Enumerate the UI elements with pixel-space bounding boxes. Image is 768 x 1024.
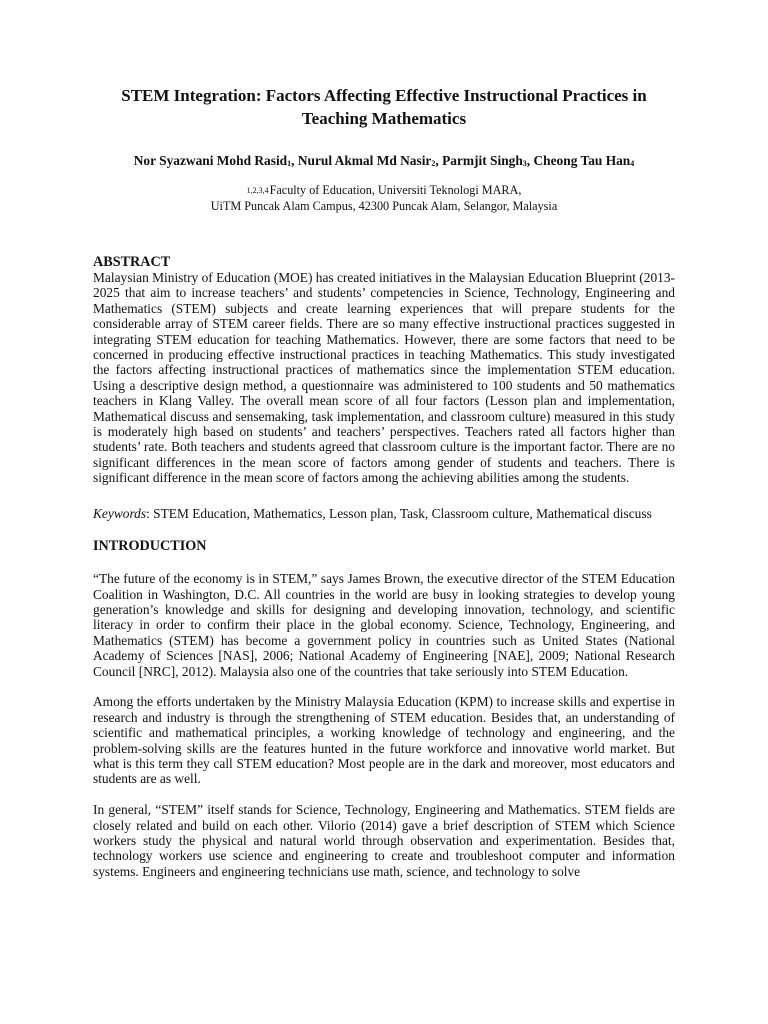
affiliation: [93, 183, 675, 214]
author-name: Cheong Tau Han: [533, 153, 631, 168]
affiliation-institution: Faculty of Education, Universiti Teknologi MARA,: [269, 183, 522, 197]
affiliation-line-2: UiTM Puncak Alam Campus, 42300 Puncak Alam, Selangor, Malaysia: [210, 198, 558, 213]
keywords-label: Keywords: [93, 505, 147, 521]
affiliation-marks: 1,2,3,4: [246, 186, 269, 195]
introduction-paragraph-3: In general, “STEM” itself stands for Science, Technology, Engineering and Mathematics. STEM fields are closely related and build on each other. Vilorio (2014) gave a brief description of STEM which Science workers study the physical and natural world through observation and experimentation. Besides that, technology workers use science and engineering to create and troubleshoot computer and information systems. Engineers and engineering technicians use math, science, and technology to solve: [93, 802, 675, 879]
introduction-paragraph-1: “The future of the economy is in STEM,” says James Brown, the executive director of the STEM Education Coalition in Washington, D.C. All countries in the world are busy in looking strategies to develop young generation’s knowledge and skills for designing and developing innovation, technology, and scientific literacy in order to confirm their place in the global economy. Science, Technology, Engineering, and Mathematics (STEM) has become a government policy in countries such as United States (National Academy of Sciences [NAS], 2006; National Academy of Engineering [NAE], 2009; National Research Council [NRC], 2012). Malaysia also one of the countries that take seriously into STEM Education.: [93, 571, 675, 679]
author-affiliation-mark: 3: [522, 159, 527, 168]
author-affiliation-mark: 4: [630, 159, 635, 168]
author-affiliation-mark: 2: [431, 159, 436, 168]
author-name: Nurul Akmal Md Nasir: [297, 153, 432, 168]
affiliation-line-1: [93, 183, 675, 199]
author-name: Nor Syazwani Mohd Rasid: [133, 153, 288, 168]
author-name: Parmjit Singh: [442, 153, 523, 168]
introduction-heading: INTRODUCTION: [93, 538, 207, 555]
author-affiliation-mark: 1: [287, 159, 292, 168]
introduction-paragraph-2: Among the efforts undertaken by the Ministry Malaysia Education (KPM) to increase skills and expertise in research and industry is through the strengthening of STEM education. Besides that, an understanding of scientific and mathematical principles, a working knowledge of technology and engineering, and the problem-solving skills are the features hunted in the future workforce and innovative world market. But what is this term they call STEM education? Most people are in the dark and moreover, most educators and students are as well.: [93, 694, 675, 787]
abstract-heading: ABSTRACT: [93, 254, 171, 270]
keywords-text: : STEM Education, Mathematics, Lesson plan, Task, Classroom culture, Mathematical discuss: [146, 505, 652, 521]
keywords: [93, 506, 675, 521]
abstract-text: Malaysian Ministry of Education (MOE) has created initiatives in the Malaysian Education Blueprint (2013- 2025 that aim to increase teachers’ and students’ competencies in Science, Technology, Engineering and Mathematics (STEM) subjects and create learning experiences that will prepare students for the considerable array of STEM career fields. There are so many effective instructional practices suggested in integrating STEM education for teaching Mathematics. However, there are some factors that need to be concerned in producing effective instructional practices in teaching Mathematics. This study investigated the factors affecting instructional practices of mathematics since the implementation STEM education. Using a descriptive design method, a questionnaire was administered to 100 students and 50 mathematics teachers in Klang Valley. The overall mean score of all four factors (Lesson plan and implementation, Mathematical discuss and sensemaking, task implementation, and classroom culture) measured in this study is moderately high based on students’ and teachers’ perspectives. Teachers rated all factors higher than students’ rate. Both teachers and students agreed that classroom culture is the important factor. There are no significant differences in the mean score of factors among gender of students and teachers. There is significant difference in the mean score of factors among the achieving abilities among the students.: [93, 270, 675, 486]
paper-title: STEM Integration: Factors Affecting Effective Instructional Practices in Teaching Mathematics: [121, 86, 647, 128]
author-list: Nor Syazwani Mohd Rasid$_1$, Nurul Akmal Md Nasir$_2$, Parmjit Singh$_3$, Cheong Tau Han$_4$: [133, 153, 635, 168]
